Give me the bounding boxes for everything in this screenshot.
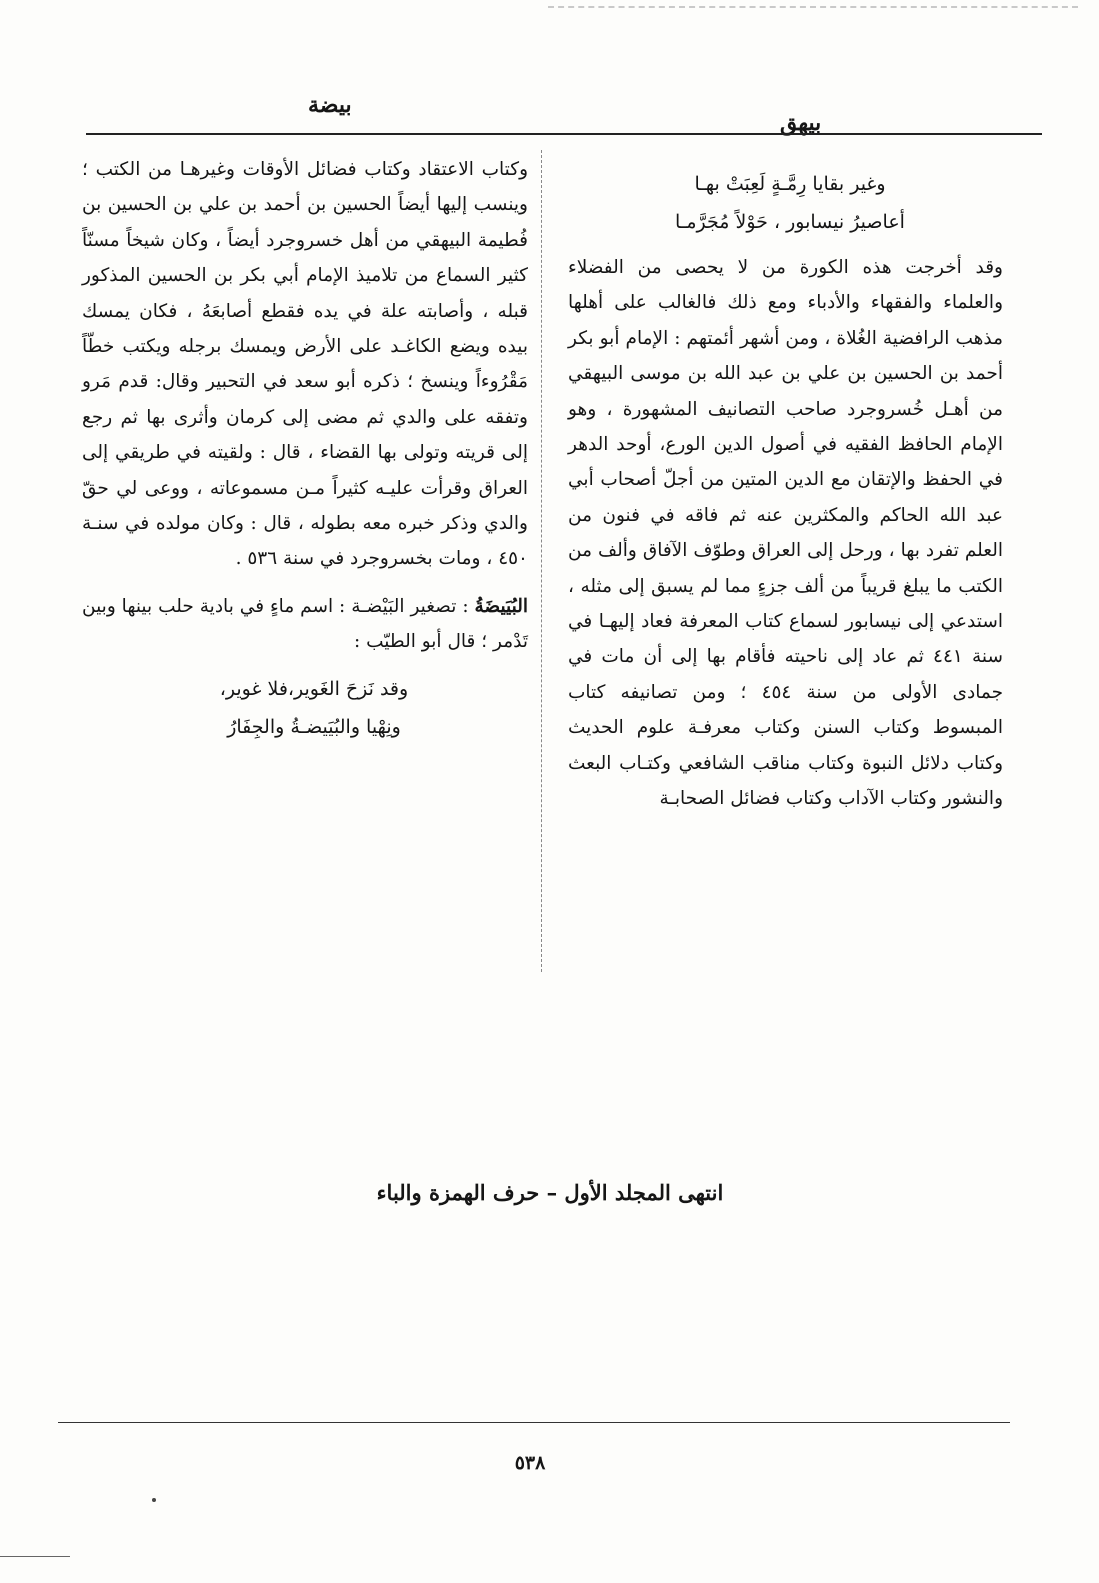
verse-line: ونِهْيا والبُيَيضـةُ والجِفَارُ [227,715,401,738]
header-rule [86,133,1042,135]
entry-text: : تصغير البَيْضـة : اسم ماءٍ في بادية حلب بينها وبين تَدْمر ؛ قال أبو الطيّب : [82,595,528,653]
footer-rule [58,1422,1010,1423]
left-column-text: وكتاب الاعتقاد وكتاب فضائل الأوقات وغيرهـا من الكتب ؛ وينسب إليها أيضاً الحسين بن أحمد بن علي بن الحسين بن فُطيمة البيهقي من أهل خسروجرد أيضاً ، وكان شيخاً مسنّاً كثير السماع من تلاميذ الإمام أبي بكر بن الحسين المذكور قبله ، وأصابته علة في يده فقطع أصابعَهُ ، فكان يمسك بيده ويضع الكاغـد على الأرض ويمسك برجله ويكتب خطّاً مَقْرُوءاً وينسخ ؛ ذكره أبو سعد في التحبير وقال: قدم مَرو وتفقه على والدي ثم مضى إلى كرمان وأثرى بها ثم رجع إلى قريته وتولى بها القضاء ، قال : ولقيته في طريقي إلى العراق وقرأت عليـه كثيراً مـن مسموعاته ، ووعى لي حقّ والدي وذكر خبره معه بطوله ، قال : وكان مولده في سنـة ٤٥٠ ، ومات بخسروجرد في سنة ٥٣٦ . [82,159,528,570]
verse-line: وقد نَزحَ الغَوير،فلا غوير، [219,677,409,700]
right-column [568,250,1003,817]
scan-speck [152,1498,156,1502]
scan-edge-marks [548,6,1078,10]
verse-line: وغير بقايا رِمَّـةٍ لَعِبَتْ بهـا [694,173,886,195]
page-number: ٥٣٨ [514,1452,546,1474]
right-verse [600,165,980,241]
scan-edge-line [0,1556,70,1557]
entry-headword: البُيَيضَةُ [474,595,528,617]
entry-bubayda [82,589,528,660]
column-divider [541,150,542,972]
volume-end-note: انتهى المجلد الأول – حرف الهمزة والباء [376,1180,724,1205]
left-verse [114,670,514,746]
right-column-text: وقد أخرجت هذه الكورة من لا يحصى من الفضلاء والعلماء والفقهاء والأدباء ومع ذلك فالغالب على أهلها مذهب الرافضية الغُلاة ، ومن أشهر أئمتهم : الإمام أبو بكر أحمد بن الحسين بن علي بن عبد الله بن موسى البيهقي من أهـل خُسروجرد صاحب التصانيف المشهورة ، وهو الإمام الحافظ الفقيه في أصول الدين الورع، أوحد الدهر في الحفظ والإتقان مع الدين المتين من أجلّ أصحاب أبي عبد الله الحاكم والمكثرين عنه ثم فاقه في فنون من العلم تفرد بها ، ورحل إلى العراق وطوّف الآفاق وألف من الكتب ما يبلغ قريباً من ألف جزءٍ مما لم يسبق إلى مثله ، استدعي إلى نيسابور لسماع كتاب المعرفة فعاد إليهـا في سنة ٤٤١ ثم عاد إلى ناحيته فأقام بها إلى أن مات في جمادى الأولى من سنة ٤٥٤ ؛ ومن تصانيفه كتاب المبسوط وكتاب السنن وكتاب معرفـة علوم الحديث وكتاب دلائل النبوة وكتاب مناقب الشافعي وكتـاب البعث والنشور وكتاب الآداب وكتاب فضائل الصحابـة [568,257,1004,810]
verse-line: أعاصيرُ نيسابور ، حَوْلاً مُجَرَّمـا [675,211,905,233]
header-right-keyword: بيهق [780,110,822,136]
header-left-keyword: بيضة [308,92,352,118]
left-column [82,152,528,746]
